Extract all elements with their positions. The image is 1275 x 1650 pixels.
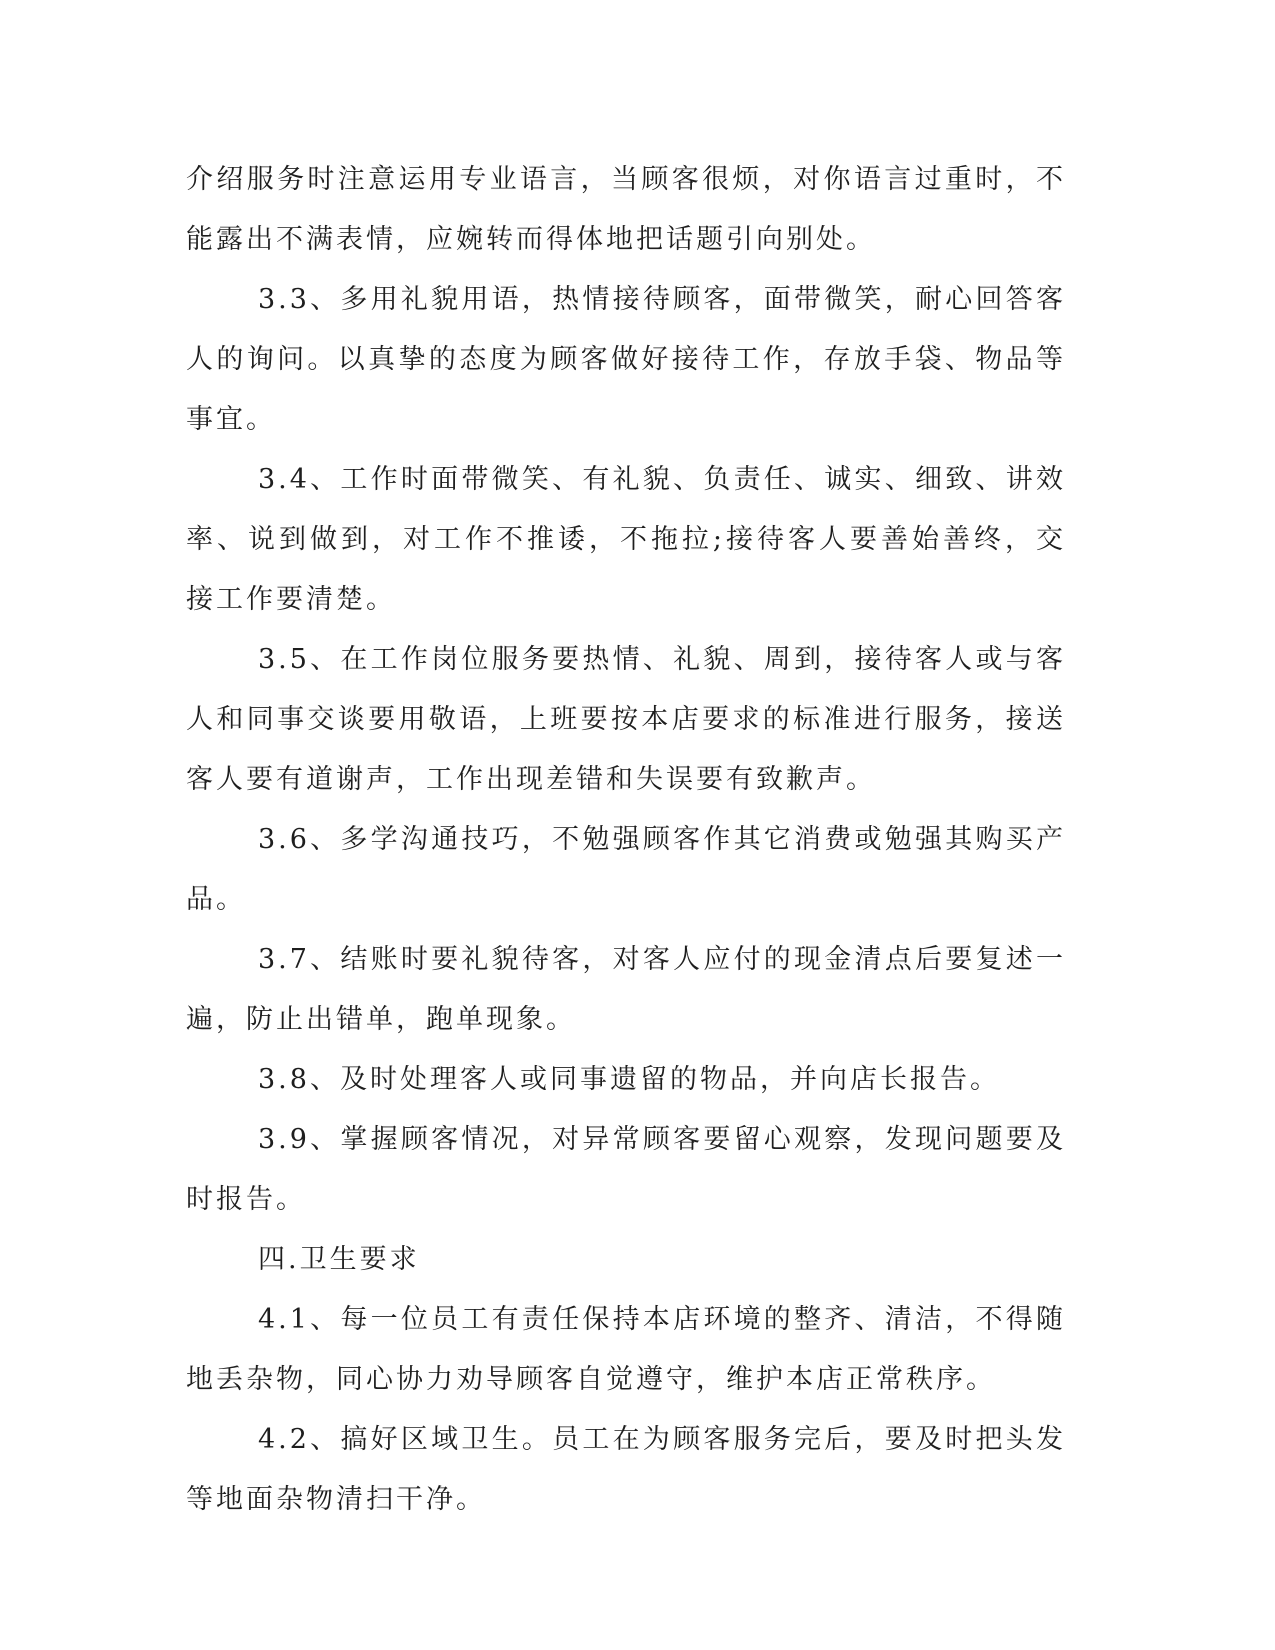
section-heading-hygiene: 四.卫生要求 [258, 1244, 420, 1275]
paragraph-3-6: 3.6、多学沟通技巧，不勉强顾客作其它消费或勉强其购买产品。 [186, 824, 1066, 915]
paragraph-3-7: 3.7、结账时要礼貌待客，对客人应付的现金清点后要复述一遍，防止出错单，跑单现象。 [186, 944, 1066, 1035]
paragraph-4-1: 4.1、每一位员工有责任保持本店环境的整齐、清洁，不得随地丢杂物，同心协力劝导顾客自觉遵守，维护本店正常秩序。 [186, 1304, 1066, 1395]
paragraph-3-4: 3.4、工作时面带微笑、有礼貌、负责任、诚实、细致、讲效率、说到做到，对工作不推诿，不拖拉;接待客人要善始善终，交接工作要清楚。 [186, 464, 1066, 615]
paragraph-3-9: 3.9、掌握顾客情况，对异常顾客要留心观察，发现问题要及时报告。 [186, 1124, 1066, 1215]
paragraph-4-2: 4.2、搞好区域卫生。员工在为顾客服务完后，要及时把头发等地面杂物清扫干净。 [186, 1424, 1066, 1515]
paragraph-3-5: 3.5、在工作岗位服务要热情、礼貌、周到，接待客人或与客人和同事交谈要用敬语，上班要按本店要求的标准进行服务，接送客人要有道谢声，工作出现差错和失误要有致歉声。 [186, 644, 1066, 795]
document-body [186, 150, 1066, 1530]
paragraph-3-8: 3.8、及时处理客人或同事遗留的物品，并向店长报告。 [258, 1064, 1000, 1095]
paragraph-continuation: 介绍服务时注意运用专业语言，当顾客很烦，对你语言过重时，不能露出不满表情，应婉转而得体地把话题引向别处。 [186, 164, 1066, 255]
paragraph-3-3: 3.3、多用礼貌用语，热情接待顾客，面带微笑，耐心回答客人的询问。以真挚的态度为顾客做好接待工作，存放手袋、物品等事宜。 [186, 284, 1066, 435]
